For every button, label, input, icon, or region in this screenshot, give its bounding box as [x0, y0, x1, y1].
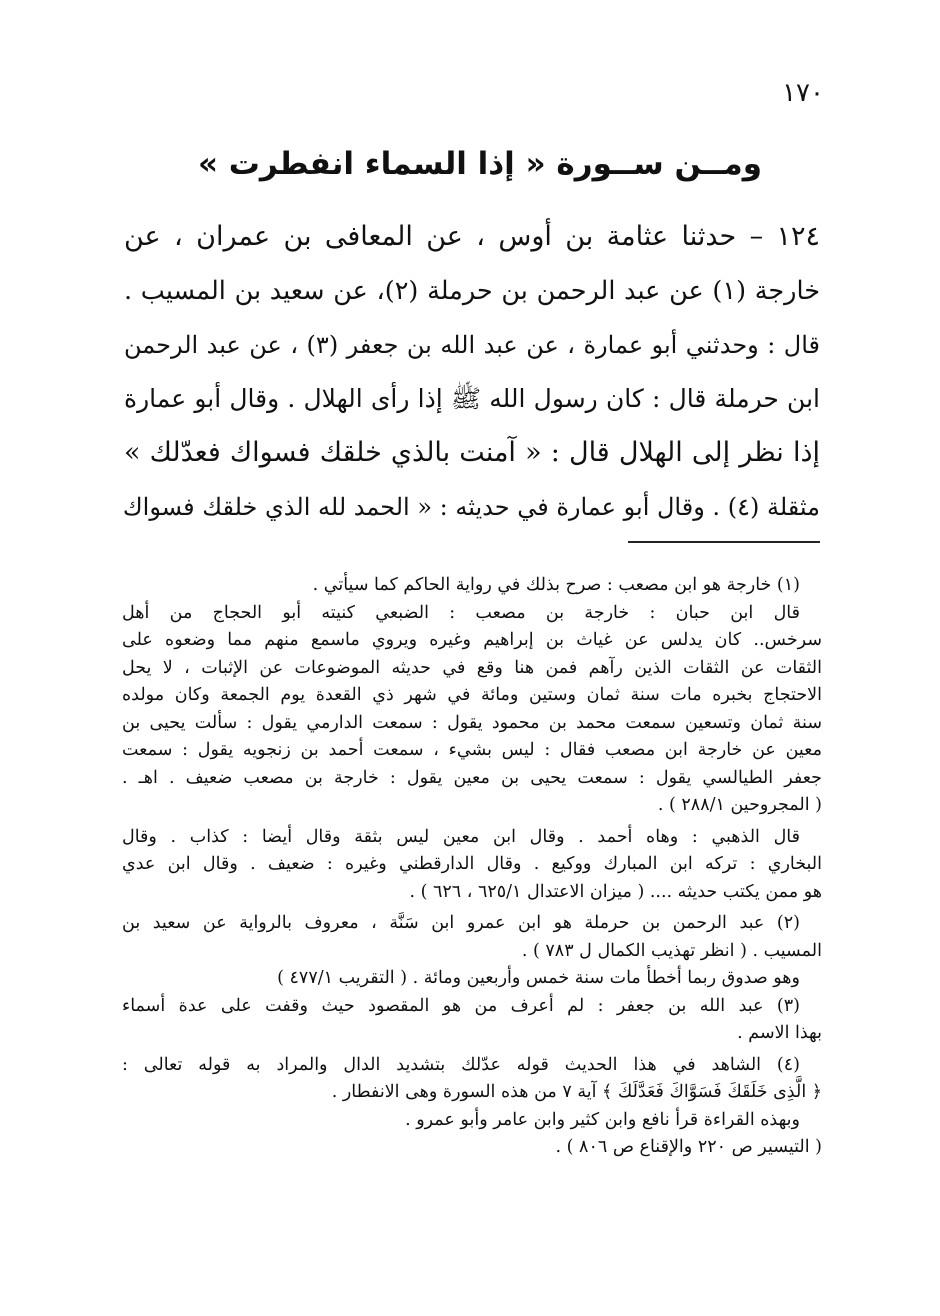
text-line: إذا نظر إلى الهلال قال : « آمنت بالذي خلقك فسواك فعدّلك » — [124, 437, 820, 468]
footnote-line: (١) خارجة هو ابن مصعب : صرح بذلك في رواية الحاكم كما سيأتي . — [312, 575, 800, 595]
footnote-divider — [628, 541, 820, 543]
footnotes — [122, 572, 822, 1162]
section-title: ومــن ســورة « إذا السماء انفطرت » — [197, 146, 763, 182]
footnote-line: الاحتجاج بخبره مات سنة ثمان وستين ومائة في شهر ذي القعدة يوم الجمعة وكان مولده — [122, 685, 822, 705]
hadith-text — [124, 210, 820, 534]
text-line: ١٢٤ – حدثنا عثامة بن أوس ، عن المعافى بن عمران ، عن — [124, 221, 820, 252]
footnote-line: جعفر الطيالسي يقول : سمعت يحيى بن معين يقول : خارجة بن مصعب ضعيف . اهـ . — [122, 767, 822, 788]
footnote-line: وبهذه القراءة قرأ نافع وابن كثير وابن عامر وأبو عمرو . — [405, 1109, 800, 1130]
footnote-line: (٣) عبد الله بن جعفر : لم أعرف من هو المقصود حيث وقفت على عدة أسماء — [122, 995, 800, 1016]
text-line: خارجة (١) عن عبد الرحمن بن حرملة (٢)، عن سعيد بن المسيب . — [124, 276, 820, 306]
footnote-line: هو ممن يكتب حديثه .... ( ميزان الاعتدال ٦٢٥/١ ، ٦٢٦ ) . — [409, 881, 822, 902]
footnote-line: الثقات عن الثقات الذين رآهم فمن هنا وقع في حديثه الموضوعات عن الإثبات ، لا يحل — [122, 657, 822, 678]
page-number: ١٧٠ — [782, 78, 824, 108]
footnote-line: ﴿ الَّذِى خَلَقَكَ فَسَوَّاكَ فَعَدَّلَكَ ﴾ آية ٧ من هذه السورة وهى الانفطار . — [331, 1082, 822, 1102]
footnote-line: قال ابن حبان : خارجة بن مصعب : الضبعي كنيته أبو الحجاج من أهل — [122, 602, 800, 623]
footnote-line: ( التيسير ص ٢٢٠ والإقناع ص ٨٠٦ ) . — [555, 1137, 822, 1157]
text-line: قال : وحدثني أبو عمارة ، عن عبد الله بن جعفر (٣) ، عن عبد الرحمن — [124, 331, 820, 359]
footnote-line: سرخس.. كان يدلس عن غياث بن إبراهيم وغيره ويروي ماسمع منهم مما وضعوه على — [122, 630, 822, 650]
footnote-line: (٤) الشاهد في هذا الحديث قوله عدّلك بتشديد الدال والمراد به قوله تعالى : — [122, 1054, 800, 1075]
footnote-line: البخاري : تركه ابن المبارك ووكيع . وقال الدارقطني وغيره : ضعيف . وقال ابن عدي — [122, 854, 822, 874]
footnote-line: سنة ثمان وتسعين سمعت محمد بن محمود يقول : سمعت الدارمي يقول : سألت يحيى بن — [122, 712, 822, 733]
footnote-line: بهذا الاسم . — [737, 1023, 822, 1043]
footnote-line: ( المجروحين ٢٨٨/١ ) . — [657, 795, 822, 815]
footnote-line: المسيب . ( انظر تهذيب الكمال ل ٧٨٣ ) . — [521, 940, 822, 961]
text-line: مثقلة (٤) . وقال أبو عمارة في حديثه : « الحمد لله الذي خلقك فسواك — [122, 493, 820, 521]
footnote-line: وهو صدوق ربما أخطأ مات سنة خمس وأربعين ومائة . ( التقريب ٤٧٧/١ ) — [277, 968, 800, 988]
footnote-line: (٢) عبد الرحمن بن حرملة هو ابن عمرو ابن سَنَّة ، معروف بالرواية عن سعيد بن — [122, 913, 800, 933]
text-line: ابن حرملة قال : كان رسول الله ﷺ إذا رأى الهلال . وقال أبو عمارة — [124, 384, 820, 413]
footnote-line: معين عن خارجة ابن مصعب فقال : ليس بشيء ، سمعت أحمد بن زنجويه يقول : سمعت — [122, 740, 822, 760]
footnote-line: قال الذهبي : وهاه أحمد . وقال ابن معين ليس بثقة وقال أيضا : كذاب . وقال — [122, 826, 800, 847]
